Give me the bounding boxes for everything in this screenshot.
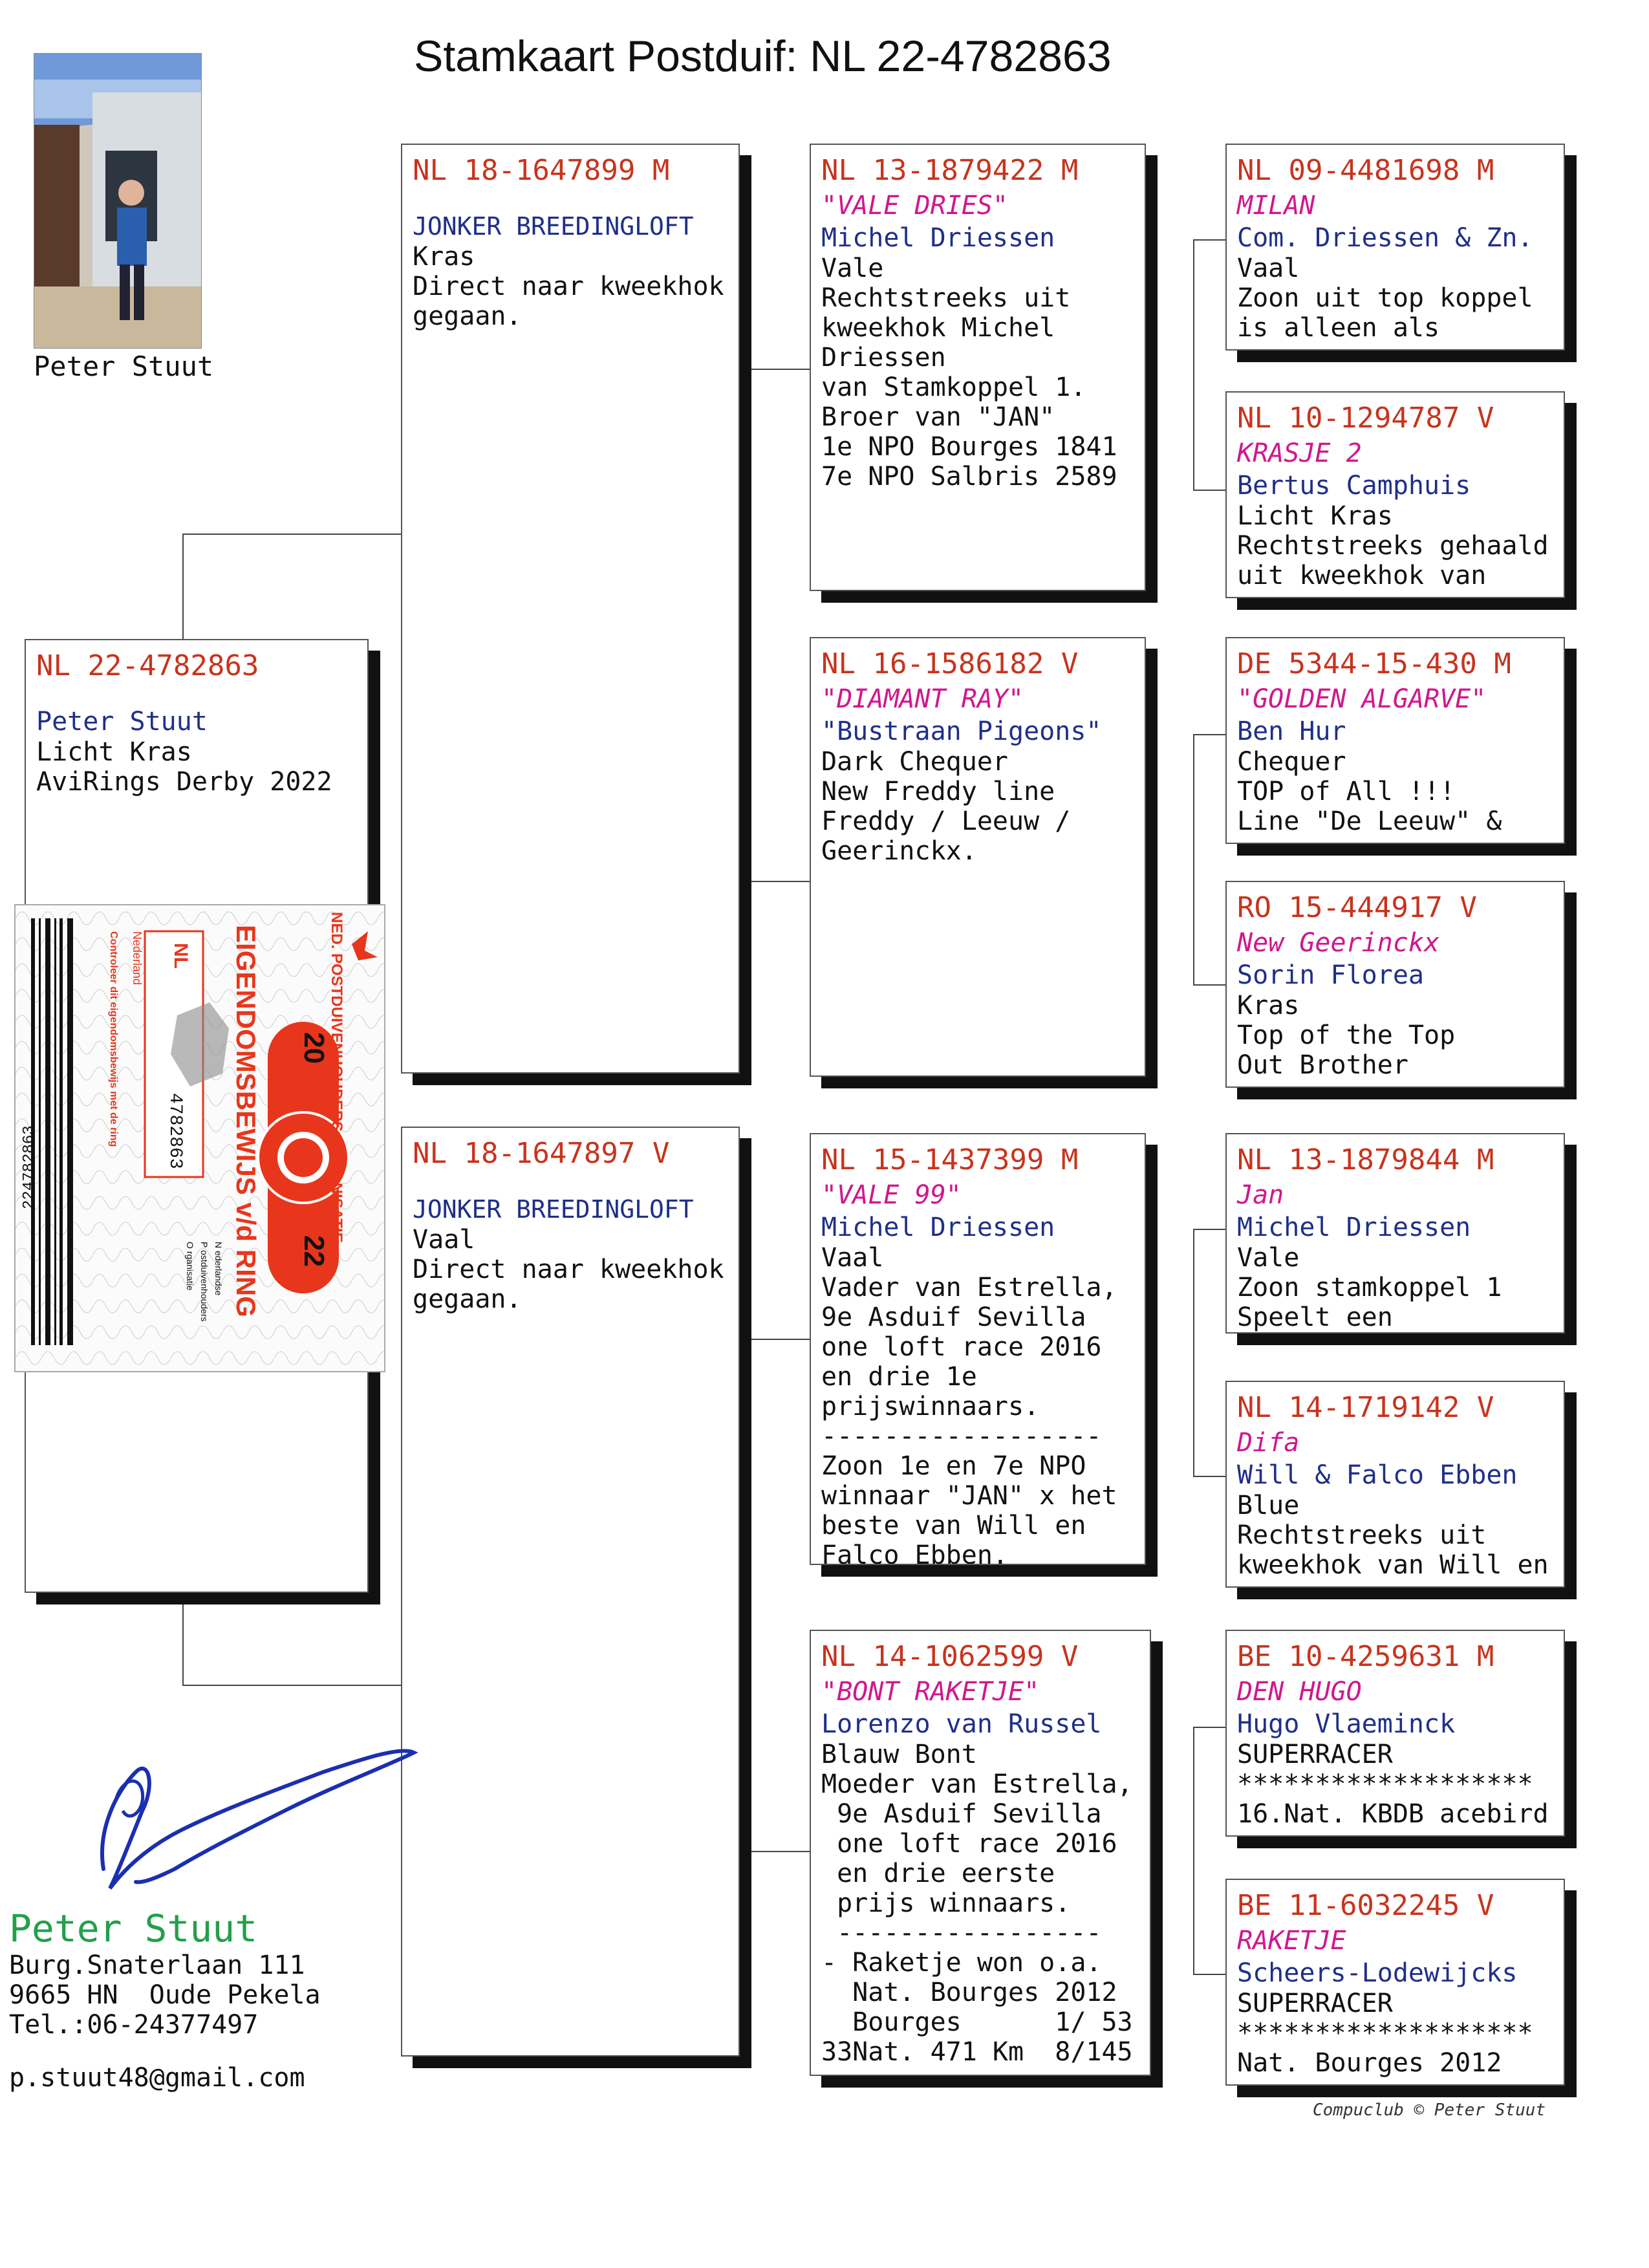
- line: Rechtstreeks gehaald: [1237, 531, 1549, 561]
- pigeon-name: "GOLDEN ALGARVE": [1237, 684, 1487, 714]
- ring-number: NL 10-1294787 V: [1237, 402, 1494, 435]
- line: *******************: [1237, 2018, 1533, 2048]
- ring-card-npo-3: O rganisatie: [185, 1242, 195, 1291]
- ring-card-year-right: 22: [298, 1235, 330, 1267]
- breeder: Com. Driessen & Zn.: [1237, 223, 1533, 253]
- line: Driessen: [821, 343, 946, 373]
- line: Vader van Estrella,: [821, 1273, 1117, 1302]
- owner-name: Peter Stuut: [36, 707, 208, 737]
- email: p.stuut48@gmail.com: [9, 2063, 305, 2093]
- pigeon-name: KRASJE 2: [1237, 438, 1362, 468]
- ring-number: NL 18-1647897 V: [413, 1137, 670, 1170]
- ring-number: NL 09-4481698 M: [1237, 154, 1494, 187]
- ring-number: RO 15-444917 V: [1237, 891, 1477, 924]
- ring-number: NL 15-1437399 M: [821, 1143, 1079, 1176]
- connector-ff: [1193, 239, 1227, 491]
- mff-box: [1225, 1133, 1565, 1334]
- line: uit kweekhok van: [1237, 561, 1487, 590]
- mmm-box: [1225, 1879, 1565, 2086]
- street: Burg.Snaterlaan 111: [9, 1950, 305, 1980]
- line: Licht Kras: [1237, 501, 1393, 531]
- connector-main: [182, 534, 404, 645]
- line: Freddy / Leeuw /: [821, 806, 1071, 836]
- pigeon-name: New Geerinckx: [1237, 928, 1440, 958]
- remark: AviRings Derby 2022: [36, 767, 332, 797]
- signature: [78, 1714, 427, 1908]
- ring-number: NL 13-1879422 M: [821, 154, 1079, 187]
- line: New Freddy line: [821, 777, 1055, 806]
- line: 9e Asduif Sevilla: [821, 1302, 1086, 1332]
- line: Zoon stamkoppel 1: [1237, 1273, 1502, 1302]
- mmf-box: [1225, 1630, 1565, 1837]
- line: 1e NPO Bourges 1841: [821, 432, 1117, 462]
- pigeon-name: "DIAMANT RAY": [821, 684, 1024, 714]
- line: 7e NPO Salbris 2589: [821, 462, 1117, 491]
- line: Falco Ebben.: [821, 1540, 1008, 1565]
- breeder: Michel Driessen: [821, 1213, 1055, 1242]
- line: *******************: [1237, 1769, 1533, 1799]
- line: Blauw Bont: [821, 1740, 977, 1769]
- line: 9e Asduif Sevilla: [821, 1799, 1102, 1829]
- fmm-box: [1225, 881, 1565, 1088]
- address-block: [9, 1906, 321, 2093]
- fmf-box: [1225, 637, 1565, 844]
- line: kweekhok van Will en: [1237, 1550, 1549, 1580]
- line: Vaal: [1237, 254, 1300, 283]
- breeder: Bertus Camphuis: [1237, 471, 1471, 501]
- pigeon-name: Difa: [1237, 1428, 1300, 1458]
- ring-number: NL 18-1647899 M: [413, 154, 670, 187]
- ffm-box: [1225, 391, 1565, 598]
- breeder: Will & Falco Ebben: [1237, 1460, 1518, 1490]
- line: one loft race 2016: [821, 1332, 1102, 1362]
- line: Rechtstreeks uit: [1237, 1520, 1487, 1550]
- line: winnaar "JAN" x het: [821, 1481, 1117, 1511]
- line: Vaal: [821, 1243, 884, 1273]
- line: is alleen als: [1237, 313, 1440, 343]
- ring-card-check: Controleer dit eigendomsbewijs met de ring: [108, 931, 119, 1147]
- fm-box: [810, 637, 1146, 1077]
- breeder: Sorin Florea: [1237, 960, 1424, 990]
- line: one loft race 2016: [821, 1829, 1117, 1859]
- breeder: "Bustraan Pigeons": [821, 717, 1102, 746]
- line: 16.Nat. KBDB acebird: [1237, 1799, 1549, 1829]
- line: Direct naar kweekhok: [413, 1255, 724, 1284]
- owner-photo: [34, 53, 202, 349]
- breeder: Lorenzo van Russel: [821, 1709, 1102, 1739]
- pigeon-name: "BONT RAKETJE": [821, 1677, 1040, 1707]
- mf-box: [810, 1133, 1146, 1565]
- line: Direct naar kweekhok: [413, 272, 724, 301]
- line: Dark Chequer: [821, 747, 1008, 777]
- footer-credit: Compuclub © Peter Stuut: [1313, 2101, 1546, 2120]
- line: Zoon uit top koppel: [1237, 283, 1533, 313]
- city: 9665 HN Oude Pekela: [9, 1980, 321, 2010]
- connector-mother: [750, 1339, 811, 1852]
- line: Bourges 1/ 53: [821, 2007, 1133, 2037]
- line: kweekhok Michel: [821, 313, 1055, 343]
- ring-number: NL 14-1062599 V: [821, 1640, 1079, 1673]
- line: van Stamkoppel 1.: [821, 373, 1086, 402]
- ring-number: NL 16-1586182 V: [821, 647, 1079, 680]
- pigeon-name: "VALE DRIES": [821, 191, 1008, 221]
- line: Geerinckx.: [821, 836, 977, 866]
- breeder: Hugo Vlaeminck: [1237, 1709, 1456, 1739]
- owner-name: Peter Stuut: [9, 1906, 258, 1950]
- line: en drie eerste: [821, 1859, 1055, 1888]
- line: Moeder van Estrella,: [821, 1769, 1133, 1799]
- father-box: [401, 144, 740, 1074]
- ring-number: NL 22-4782863: [36, 649, 259, 682]
- color: Licht Kras: [36, 737, 192, 767]
- line: TOP of All !!!: [1237, 777, 1456, 806]
- telephone: Tel.:06-24377497: [9, 2010, 259, 2040]
- owner-photo-image: [34, 54, 201, 348]
- mm-box: [810, 1630, 1151, 2076]
- line: Vaal: [413, 1225, 475, 1255]
- owner-caption: Peter Stuut: [34, 351, 214, 382]
- breeder: Michel Driessen: [1237, 1213, 1471, 1242]
- line: Line "De Leeuw" &: [1237, 806, 1502, 836]
- line: en drie 1e: [821, 1362, 977, 1392]
- mother-box: [401, 1127, 740, 2057]
- line: Blue: [1237, 1491, 1300, 1520]
- breeder: Ben Hur: [1237, 717, 1346, 746]
- pigeon-name: "VALE 99": [821, 1180, 962, 1210]
- ring-card-title: EIGENDOMSBEWIJS v/d RING: [231, 925, 261, 1317]
- breeder: Scheers-Lodewijcks: [1237, 1958, 1518, 1988]
- ring-card-year-left: 20: [298, 1032, 330, 1064]
- ring-ownership-card: [14, 904, 385, 1372]
- line: prijswinnaars.: [821, 1392, 1040, 1421]
- line: gegaan.: [413, 1284, 522, 1314]
- breeder: Michel Driessen: [821, 223, 1055, 253]
- ring-number: BE 11-6032245 V: [1237, 1889, 1494, 1922]
- line: Chequer: [1237, 747, 1346, 777]
- connector-father: [750, 369, 811, 882]
- line: Zoon 1e en 7e NPO: [821, 1451, 1086, 1481]
- line: Nat. Bourges 2012: [1237, 2048, 1502, 2078]
- separator: -----------------: [821, 1918, 1102, 1948]
- line: prijs winnaars.: [821, 1888, 1071, 1918]
- line: Kras: [413, 242, 475, 272]
- line: SUPERRACER: [1237, 1740, 1393, 1769]
- page-title: Stamkaart Postduif: NL 22-4782863: [414, 32, 1112, 81]
- ring-card-npo-1: N ederlandse: [213, 1242, 224, 1296]
- line: SUPERRACER: [1237, 1989, 1393, 2018]
- ring-card-country: NL: [170, 943, 191, 969]
- pigeon-name: RAKETJE: [1237, 1926, 1346, 1956]
- ring-card-nederland: Nederland: [131, 931, 144, 986]
- line: gegaan.: [413, 301, 522, 331]
- line: Out Brother: [1237, 1050, 1408, 1080]
- pigeon-name: MILAN: [1237, 191, 1315, 221]
- ring-number: DE 5344-15-430 M: [1237, 647, 1511, 680]
- line: 33Nat. 471 Km 8/145: [821, 2037, 1133, 2067]
- ring-number: NL 14-1719142 V: [1237, 1391, 1494, 1424]
- line: Broer van "JAN": [821, 402, 1055, 432]
- ring-card-number: 4782863: [165, 1093, 185, 1169]
- line: Rechtstreeks uit: [821, 283, 1071, 313]
- connector-mf: [1193, 1229, 1227, 1477]
- connector-fm: [1193, 734, 1227, 986]
- line: Speelt een: [1237, 1302, 1393, 1332]
- pigeon-name: Jan: [1237, 1180, 1284, 1210]
- ring-card-npo-2: P ostduivenhouders: [199, 1242, 210, 1322]
- connector-main-lower: [182, 1604, 404, 1686]
- ring-number: NL 13-1879844 M: [1237, 1143, 1494, 1176]
- separator: ------------------: [821, 1421, 1102, 1451]
- line: Kras: [1237, 991, 1300, 1021]
- line: Nat. Bourges 2012: [821, 1978, 1117, 2007]
- line: Vale: [1237, 1243, 1300, 1273]
- ff-box: [810, 144, 1146, 591]
- connector-mm: [1193, 1727, 1227, 1975]
- ring-card-org: NED. POSTDUIVENHOUDERS ORGANISATIE: [328, 912, 345, 1243]
- pigeon-name: DEN HUGO: [1237, 1677, 1362, 1707]
- fff-box: [1225, 144, 1565, 351]
- line: beste van Will en: [821, 1511, 1086, 1540]
- line: - Raketje won o.a.: [821, 1948, 1102, 1978]
- breeder: JONKER BREEDINGLOFT: [413, 1195, 694, 1224]
- breeder: JONKER BREEDINGLOFT: [413, 212, 694, 241]
- line: Top of the Top: [1237, 1021, 1456, 1050]
- ring-card-barcode-text: 224782863: [21, 1125, 38, 1209]
- mfm-box: [1225, 1381, 1565, 1588]
- ring-number: BE 10-4259631 M: [1237, 1640, 1494, 1673]
- line: Vale: [821, 254, 884, 283]
